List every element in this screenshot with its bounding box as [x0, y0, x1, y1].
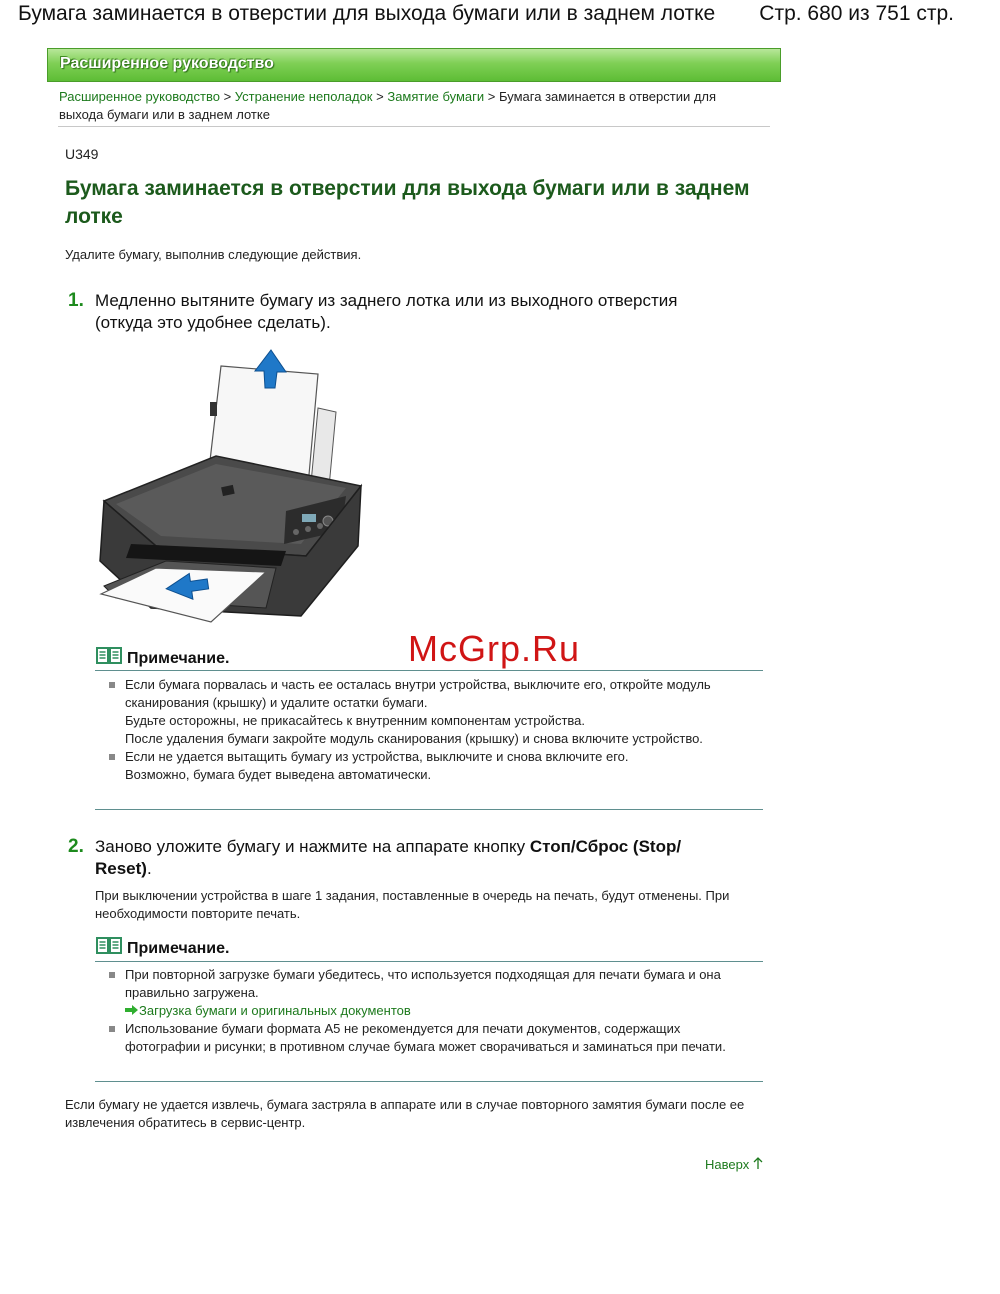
watermark: McGrp.Ru: [408, 628, 581, 669]
list-item: [95, 748, 755, 784]
breadcrumb: [59, 88, 764, 124]
document-title: Бумага заминается в отверстии для выхода бумаги или в заднем лотке: [18, 2, 716, 25]
section-banner: [47, 48, 781, 82]
book-icon: [96, 646, 122, 666]
intro-text: Удалите бумагу, выполнив следующие действия.: [65, 247, 362, 262]
bullet-icon: [109, 682, 115, 688]
topic-code: U349: [65, 146, 99, 162]
divider: [95, 961, 763, 962]
banner-label: Расширенное руководство: [60, 55, 274, 72]
book-icon: [96, 936, 122, 956]
back-to-top-label[interactable]: Наверх: [705, 1157, 750, 1172]
bullet-icon: [109, 972, 115, 978]
note-text: При повторной загрузке бумаги убедитесь, что используется подходящая для печати бумага и она правильно загружена.: [125, 967, 721, 1000]
breadcrumb-link-advanced-guide[interactable]: Расширенное руководство: [59, 89, 220, 104]
page-counter: Стр. 680 из 751 стр.: [759, 2, 954, 25]
step-number: 1.: [68, 290, 84, 311]
breadcrumb-separator: >: [487, 89, 496, 104]
arrow-right-icon: [125, 1005, 139, 1015]
note-text: Если не удается вытащить бумагу из устройства, выключите и снова включите его.: [125, 749, 629, 764]
divider: [95, 809, 763, 810]
printer-illustration: [96, 346, 366, 636]
breadcrumb-link-troubleshooting[interactable]: Устранение неполадок: [234, 89, 373, 104]
note-title: Примечание.: [127, 650, 230, 667]
stop-reset-button-name: Стоп/Сброс (Stop/ Reset): [95, 837, 682, 878]
list-item: [95, 676, 755, 748]
note-text: После удаления бумаги закройте модуль сканирования (крышку) и снова включите устройство.: [125, 731, 703, 746]
list-item: [95, 1020, 755, 1056]
arrow-up-icon: [753, 1157, 763, 1169]
load-paper-link[interactable]: Загрузка бумаги и оригинальных документов: [139, 1003, 411, 1018]
divider: [58, 126, 770, 127]
breadcrumb-current: Бумага заминается в отверстии для выхода бумаги или в заднем лотке: [59, 89, 717, 122]
step-body-text: При выключении устройства в шаге 1 задания, поставленные в очередь на печать, будут отменены. При необходимости повторите печать.: [95, 888, 730, 921]
note-link-row: [125, 1002, 755, 1020]
note-text: Если бумага порвалась и часть ее осталась внутри устройства, выключите его, откройте модуль сканирования (крышку) и удалите остатки бумаги.: [125, 677, 711, 710]
breadcrumb-separator: >: [223, 89, 232, 104]
note-title: Примечание.: [127, 940, 230, 957]
step-number: 2.: [68, 836, 84, 857]
back-to-top-link[interactable]: [705, 1157, 763, 1172]
breadcrumb-separator: >: [376, 89, 384, 104]
note-text: Использование бумаги формата A5 не рекомендуется для печати документов, содержащих фотографии и рисунки; в противном случае бумага может сворачиваться и заминаться при печати.: [125, 1021, 726, 1054]
list-item: [95, 966, 755, 1020]
step-text: [95, 836, 735, 880]
divider: [95, 670, 763, 671]
note-list: [95, 676, 755, 784]
bullet-icon: [109, 1026, 115, 1032]
bullet-icon: [109, 754, 115, 760]
note-list: [95, 966, 755, 1056]
step-text-prefix: Заново уложите бумагу и нажмите на аппарате кнопку: [95, 837, 530, 856]
note-text: Возможно, бумага будет выведена автоматически.: [125, 767, 432, 782]
closing-text: Если бумагу не удается извлечь, бумага застряла в аппарате или в случае повторного замятия бумаги после ее извлечения обратитесь в сервис-центр.: [65, 1097, 745, 1130]
breadcrumb-link-paper-jams[interactable]: Замятие бумаги: [387, 89, 485, 104]
step-text: Медленно вытяните бумагу из заднего лотка или из выходного отверстия (откуда это удобнее сделать).: [95, 291, 678, 332]
step-text-suffix: .: [146, 859, 152, 878]
page-title: Бумага заминается в отверстии для выхода бумаги или в заднем лотке: [65, 177, 750, 228]
note-text: Будьте осторожны, не прикасайтесь к внутренним компонентам устройства.: [125, 713, 586, 728]
divider: [95, 1081, 763, 1082]
